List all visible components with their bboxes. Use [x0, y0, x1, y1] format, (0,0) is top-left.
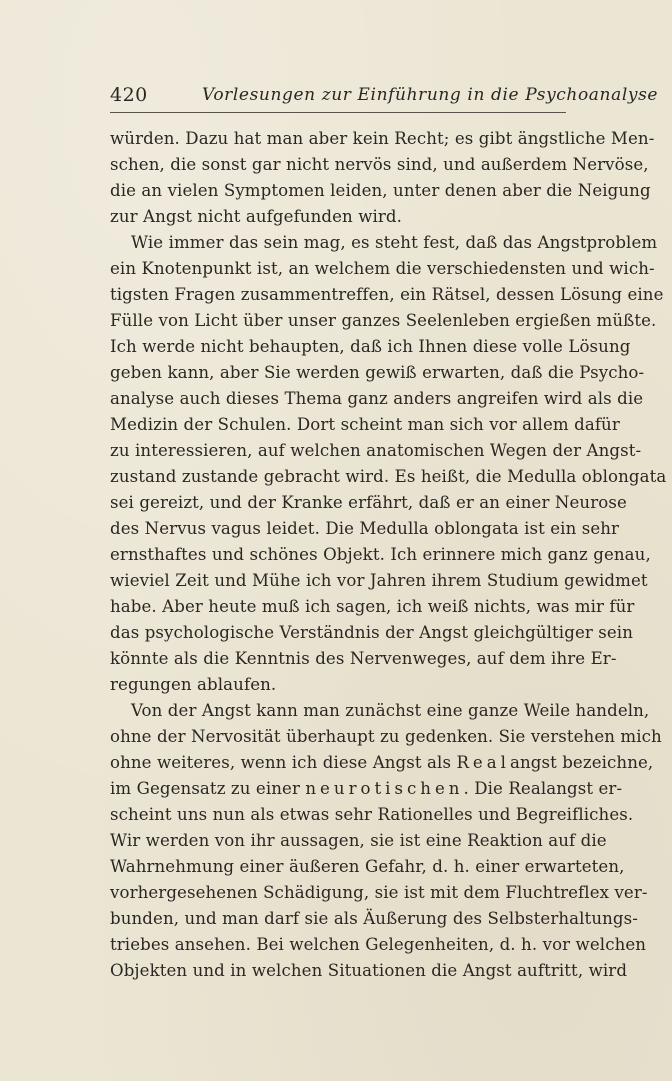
- text-line: scheint uns nun als etwas sehr Rationelles und Begreifliches.: [110, 805, 634, 824]
- text-line: triebes ansehen. Bei welchen Gelegenheiten, d. h. vor welchen: [110, 935, 647, 954]
- text-line: das psychologische Verständnis der Angst gleichgültiger sein: [110, 623, 633, 642]
- running-head: [110, 84, 659, 110]
- text-line: Objekten und in welchen Situationen die Angst auftritt, wird: [110, 961, 628, 980]
- text-line: Wie immer das sein mag, es steht fest, daß das Angstproblem: [131, 233, 658, 252]
- text-line: zu interessieren, auf welchen anatomischen Wegen der Angst-: [110, 441, 642, 460]
- emphasized-term: Real: [456, 753, 510, 772]
- text-line: tigsten Fragen zusammentreffen, ein Rätsel, dessen Lösung eine: [110, 285, 664, 304]
- text-line: sei gereizt, und der Kranke erfährt, daß er an einer Neurose: [110, 493, 627, 512]
- text-line: geben kann, aber Sie werden gewiß erwarten, daß die Psycho-: [110, 363, 645, 382]
- running-title: Vorlesungen zur Einführung in die Psychoanalyse: [202, 85, 659, 105]
- text-line: ernsthaftes und schönes Objekt. Ich erinnere mich ganz genau,: [110, 545, 651, 564]
- text-line: Von der Angst kann man zunächst eine ganze Weile handeln,: [131, 701, 650, 720]
- text-line: Fülle von Licht über unser ganzes Seelenleben ergießen müßte.: [110, 311, 657, 330]
- text-line: schen, die sonst gar nicht nervös sind, und außerdem Nervöse,: [110, 155, 649, 174]
- text-line: vorhergesehenen Schädigung, sie ist mit dem Fluchtreflex ver-: [110, 883, 648, 902]
- text-line: ohne der Nervosität überhaupt zu gedenken. Sie verstehen mich: [110, 727, 662, 746]
- text-line: analyse auch dieses Thema ganz anders angreifen wird als die: [110, 389, 644, 408]
- header-rule: [110, 112, 566, 113]
- text-line: regungen ablaufen.: [110, 675, 277, 694]
- text-line: zur Angst nicht aufgefunden wird.: [110, 207, 403, 226]
- text-line: Medizin der Schulen. Dort scheint man sich vor allem dafür: [110, 415, 620, 434]
- text-line: zustand zustande gebracht wird. Es heißt, die Medulla oblongata: [110, 467, 667, 486]
- text-line: würden. Dazu hat man aber kein Recht; es gibt ängstliche Men-: [110, 129, 655, 148]
- text-line: Wahrnehmung einer äußeren Gefahr, d. h. einer erwarteten,: [110, 857, 625, 876]
- text-line: könnte als die Kenntnis des Nervenweges, auf dem ihre Er-: [110, 649, 617, 668]
- text-line: habe. Aber heute muß ich sagen, ich weiß nichts, was mir für: [110, 597, 635, 616]
- page-number: 420: [110, 84, 148, 106]
- text-line: des Nervus vagus leidet. Die Medulla oblongata ist ein sehr: [110, 519, 620, 538]
- text-line: bunden, und man darf sie als Äußerung des Selbsterhaltungs-: [110, 909, 638, 928]
- emphasized-term: neurotischen: [305, 779, 464, 798]
- text-line: im Gegensatz zu einer neurotischen. Die Realangst er-: [110, 779, 623, 798]
- text-line: ein Knotenpunkt ist, an welchem die verschiedensten und wich-: [110, 259, 655, 278]
- text-line: wieviel Zeit und Mühe ich vor Jahren ihrem Studium gewidmet: [110, 571, 648, 590]
- text-line: ohne weiteres, wenn ich diese Angst als Realangst bezeichne,: [110, 753, 654, 772]
- text-line: Ich werde nicht behaupten, daß ich Ihnen diese volle Lösung: [110, 337, 631, 356]
- text-line: die an vielen Symptomen leiden, unter denen aber die Neigung: [110, 181, 651, 200]
- text-line: Wir werden von ihr aussagen, sie ist eine Reaktion auf die: [110, 831, 607, 850]
